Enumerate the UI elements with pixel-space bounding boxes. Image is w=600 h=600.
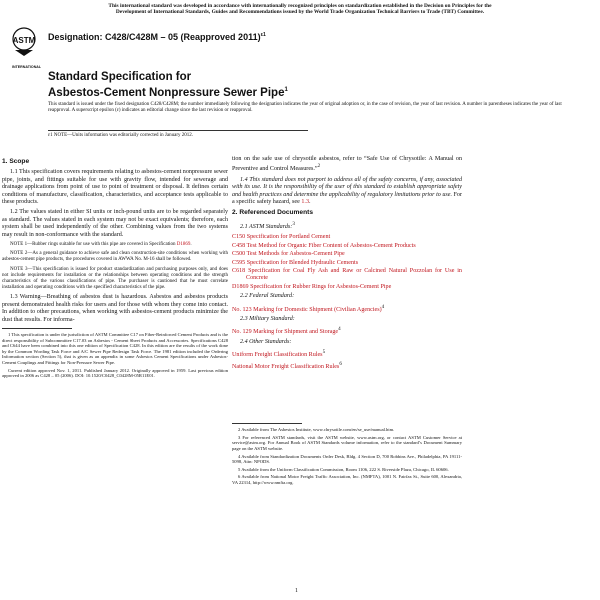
- std-code[interactable]: C458: [232, 242, 246, 249]
- std-title[interactable]: Test Method for Organic Fiber Content of Asbestos-Cement Products: [246, 242, 416, 249]
- footnote-2: 2 Available from The Asbestos Institute, www.chrysotile.com/en/se_use/manual.htm.: [238, 427, 395, 433]
- astm-logo-icon: [12, 26, 42, 69]
- issued-statement: This standard is issued under the fixed designation C428/C428M; the number immediately following the designation indicates the year of original adoption or, in the case of revision, the year of last revision. A number in parentheses indicates the year of last reapproval. A superscript epsilon (ε) indicates an editorial change since the last revision or reapproval.: [48, 102, 562, 114]
- military-heading: 2.3 Military Standard:: [240, 316, 295, 322]
- std-title[interactable]: Specification for Coal Fly Ash and Raw or Calcined Natural Pozzolan for Use in Concrete: [246, 267, 462, 282]
- title-sup: 1: [284, 87, 288, 93]
- list-item[interactable]: [232, 234, 462, 241]
- divider: [48, 130, 308, 131]
- para-1-4: 1.4 This standard does not purport to address all of the safety concerns, if any, associated with its use. It is the responsibility of the user of this standard to establish appropriate safety and health practices and determine the applicability of regulatory limitations prior to use. For a specific safety hazard, see 1.3.: [232, 176, 462, 206]
- astm-list: [232, 234, 462, 291]
- other-list: [232, 349, 462, 371]
- military-list: [232, 326, 462, 336]
- std-title[interactable]: Specification for Rubber Rings for Asbestos-Cement Pipe: [250, 283, 392, 290]
- para-1-1: 1.1 This specification covers requirements relating to asbestos-cement nonpressure sewer pipe, joints, and fittings suitable for use with gravity flow, intended for sewerage and drainage applications from point of use to point of treatment or disposal. It defines certain conditions of manufacture, classification, characteristics, and acceptance tests applicable to these products.: [2, 169, 228, 206]
- note-1-link[interactable]: D1869: [176, 242, 191, 248]
- para-1-3-cont: [232, 156, 462, 174]
- list-item[interactable]: [232, 326, 462, 336]
- std-title[interactable]: Specification for Blended Hydraulic Cements: [246, 259, 359, 266]
- list-item[interactable]: [232, 349, 462, 359]
- std-sup: 6: [339, 360, 342, 367]
- footnote-divider: [232, 423, 302, 424]
- std-code[interactable]: No. 129: [232, 329, 252, 336]
- page-number: 1: [295, 588, 298, 594]
- std-title[interactable]: Test Methods for Asbestos-Cement Pipe: [246, 251, 345, 258]
- cont-text: tion on the safe use of chrysotile asbestos, refer to “Safe Use of Chrysotile: A Manual on Preventive and Control Measures.”: [232, 156, 462, 173]
- footnote-divider: [2, 328, 72, 329]
- para-1-2: 1.2 The values stated in either SI units or inch-pound units are to be regarded separately as standard. The values stated in each system may not be exact equivalents; therefore, each system shall be used independently of the other. Combining values from the two systems may result in non-conformance with the standard.: [2, 209, 228, 238]
- notice-line-2: Development of International Standards, Guides and Recommendations issued by the World Trade Organization Technical Barriers to Trade (TBT) Committee.: [115, 9, 485, 16]
- designation-sup: ε1: [260, 32, 266, 38]
- list-item[interactable]: [232, 243, 462, 250]
- note-2: NOTE 2—As a general guidance to achieve safe and clean construction-site conditions when working with asbestos-cement pipe products, the procedures covered in AWWA No. M-16 shall be followed.: [2, 251, 228, 263]
- federal-heading: 2.2 Federal Standard:: [240, 293, 295, 300]
- std-code[interactable]: C500: [232, 251, 246, 258]
- footnote-5: 5 Available from the Uniform Classification Commission, Room 1106, 222 S. Riverside Plaza, Chicago, IL 60606.: [238, 466, 449, 472]
- footnote-6: 6 Available from National Motor Freight Traffic Association, Inc. (NMFTA), 1001 N. Fairfax St., Suite 600, Alexandria, VA 22314, http://www.nmfta.org.: [232, 474, 462, 485]
- std-title[interactable]: Specification for Portland Cement: [246, 234, 331, 241]
- astm-logo: [12, 26, 42, 69]
- list-item[interactable]: [232, 268, 462, 283]
- astm-heading-sup: 3: [292, 220, 295, 227]
- std-sup: 4: [381, 303, 385, 310]
- std-code[interactable]: No. 123: [232, 306, 252, 313]
- list-item[interactable]: [232, 361, 462, 371]
- std-sup: 5: [322, 349, 326, 356]
- footnote-4: 4 Available from Standardization Documents Order Desk, Bldg. 4 Section D, 700 Robbins Ave., Philadelphia, PA 19111-5098, Attn: NPODS.: [232, 453, 462, 465]
- svg-text:ASTM: ASTM: [12, 36, 36, 45]
- astm-heading: [232, 221, 462, 231]
- std-code[interactable]: D1869: [232, 283, 249, 290]
- copyright-notice: [14, 3, 586, 16]
- note-1-end: .: [190, 242, 192, 248]
- list-item[interactable]: [232, 284, 462, 291]
- std-code[interactable]: C150: [232, 234, 246, 241]
- federal-list: [232, 304, 462, 314]
- para-1-3: 1.3 Warning—Breathing of asbestos dust is hazardous. Asbestos and asbestos products present demonstrated health risks for users and for those with whom they come into contact. In addition to other precautions, when working with asbestos-cement products minimize the dust that results. For informa-: [2, 294, 228, 323]
- std-code[interactable]: C618: [232, 267, 246, 274]
- designation: [48, 32, 266, 42]
- refdocs-heading: 2. Referenced Documents: [232, 209, 313, 217]
- document-title: [48, 71, 288, 100]
- other-heading: 2.4 Other Standards:: [240, 338, 292, 345]
- footnote-1-approval: Current edition approved Nov. 1, 2011. Published January 2012. Originally approved in 1959. Last previous edition approved in 2006 as C428 – 05 (2006). DOI: 10.1520/C0428_C0428M-05R11E01.: [2, 367, 228, 379]
- std-title[interactable]: Uniform Freight Classification Rules: [232, 352, 323, 359]
- right-column: [232, 156, 462, 487]
- std-title[interactable]: Marking for Shipment and Storage: [253, 329, 339, 336]
- footnote-1: 1 This specification is under the jurisdiction of ASTM Committee C17 on Fiber-Reinforced Cement Products and is the direct responsibility of Subcommittee C17.03 on Asbestos - Cement Sheet Products and Accessories. Specifications C428 and C644 have been combined into this one edition of Specification C428. In this edition are the results of the work done by the Common Wording Task Force and A/C Sewer Pipe Redesign Task Force. The 1981 edition included the Ordering Information section (Section 5), that is given as an appendix in some Asbestos Cement Specifications under Asbestos-Cement Couplings and Fittings for Non-Pressure Sewer Pipe.: [2, 332, 228, 366]
- list-item[interactable]: [232, 304, 462, 314]
- title-line-1: Standard Specification for: [48, 71, 192, 83]
- std-title[interactable]: Marking for Domestic Shipment (Civilian Agencies): [253, 306, 382, 313]
- astm-heading-text: 2.1 ASTM Standards:: [240, 223, 293, 230]
- note-1: [2, 242, 228, 248]
- editorial-note: ε1 NOTE—Units information was editorially corrected in January 2012.: [48, 133, 193, 138]
- title-line-2: Asbestos-Cement Nonpressure Sewer Pipe: [48, 86, 285, 99]
- cont-sup: 2: [317, 163, 321, 170]
- std-code[interactable]: C595: [232, 259, 246, 266]
- std-sup: 4: [338, 326, 341, 333]
- list-item[interactable]: [232, 251, 462, 258]
- right-footnotes: [232, 427, 462, 485]
- notice-line-1: This international standard was developed in accordance with internationally recognized principles on standardization established in the Decision on Principles for the: [108, 3, 492, 9]
- left-column: [2, 156, 228, 381]
- list-item[interactable]: [232, 260, 462, 267]
- note-1-text: NOTE 1—Rubber rings suitable for use with this pipe are covered in Specification: [10, 242, 177, 248]
- scope-heading: 1. Scope: [2, 158, 30, 165]
- footnote-3: 3 For referenced ASTM standards, visit the ASTM website, www.astm.org, or contact ASTM Customer Service at service@astm.org. For Annual Book of ASTM Standards volume information, refer to the standard’s Document Summary page on the ASTM website.: [232, 434, 462, 451]
- logo-caption: INTERNATIONAL: [12, 65, 42, 69]
- para-1-4-b: For a specific safety hazard, see: [232, 191, 462, 206]
- para-1-4-text: 1.4 This standard does not purport to address all of the safety concerns, if any, associated with its use. It is the responsibility of the user of this standard to establish appropriate safety and health practices and determine the applicability of regulatory limitations prior to use.: [232, 176, 462, 198]
- std-title[interactable]: National Motor Freight Classification Rules: [232, 363, 340, 370]
- left-footnotes: [2, 332, 228, 379]
- para-1-4-link[interactable]: 1.3: [301, 199, 309, 206]
- note-3: NOTE 3—This specification is issued for product standardization and purchasing purposes only, and does not include requirements for installation or the relationships between operating conditions and the strength characteristics of the various classifications of pipe. The purchaser is cautioned that he must correlate installation and operating conditions with the specified characteristics of the pipe.: [2, 266, 228, 291]
- designation-text: Designation: C428/C428M – 05 (Reapproved 2011): [48, 32, 261, 42]
